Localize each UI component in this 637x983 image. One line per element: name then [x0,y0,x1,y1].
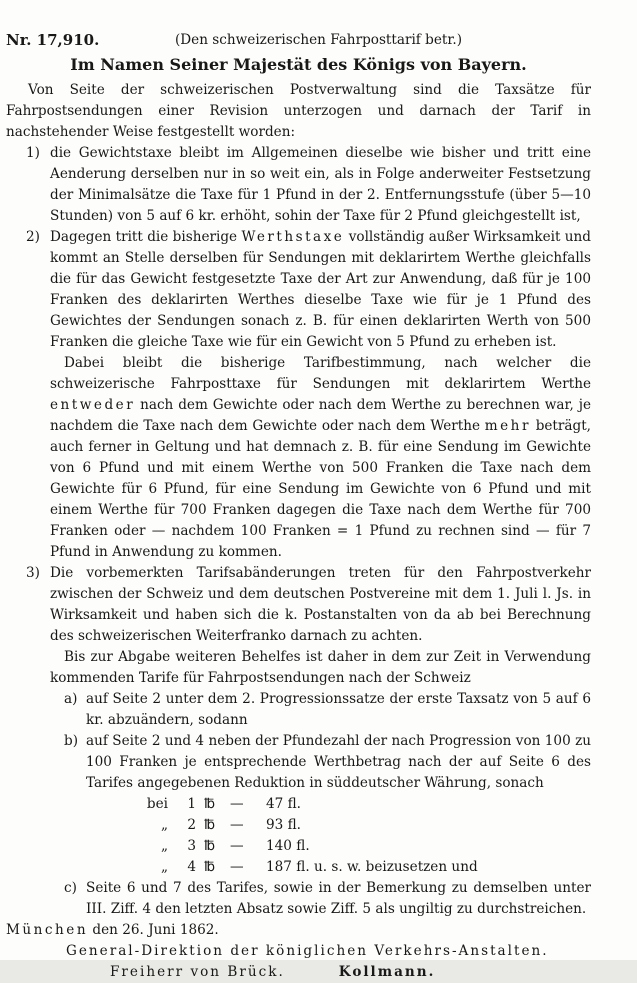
sub-list-item [50,731,591,878]
sub-item-body [86,878,591,920]
tariff-items-list [6,143,591,920]
cell-value: 187 fl. u. s. w. beizusetzen und [266,859,478,875]
text-run: den 26. Juni 1862. [88,922,219,938]
text-run: Dagegen tritt die bisherige [50,229,242,245]
item-body [50,143,591,227]
paragraph [86,689,591,731]
paragraph [50,647,591,689]
text-run: Von Seite der schweizerischen Postverwaltung sind die Taxsätze für Fahrpostsendungen einer Revision unterzogen und darnach der Tarif in nachstehender Weise festgestellt worden: [6,82,591,140]
paragraph [50,227,591,353]
text-run: nach dem Gewichte oder nach dem Werthe zu berechnen war, je nachdem die Taxe nach dem Gewichte oder nach dem Werthe [50,397,591,434]
sub-item-marker: b) [64,733,79,749]
sub-item-body [86,689,591,731]
paragraph [50,563,591,647]
cell-prefix: „ [160,817,168,833]
item-body [50,563,591,920]
cell-dash: — [230,817,244,833]
cell-value: 140 fl. [266,838,310,854]
text-run: auf Seite 2 unter dem 2. Progressionssatze der erste Taxsatz von 5 auf 6 kr. abzuändern, sodann [86,691,591,728]
paragraph [50,353,591,563]
cell-dash: — [230,838,244,854]
text-run: auf Seite 2 und 4 neben der Pfundezahl der nach Progression von 100 zu 100 Franken je entsprechende Werthbetrag nach der auf Seite 6 des Tarifes angegebenen Reduktion in süddeutscher Währung, sonach [86,733,591,791]
document-number: Nr. 17,910. [6,31,100,49]
signature-organization: General-Direktion der königlichen Verkehrs-Anstalten. [66,943,549,959]
text-run: Dabei bleibt die bisherige Tarifbestimmung, nach welcher die schweizerische Fahrposttaxe für Sendungen mit deklarirtem Werthe [50,355,591,392]
cell-dash: — [230,859,244,875]
spaced-emphasis-text: München [6,922,89,938]
sub-item-marker: a) [64,691,78,707]
paragraph [86,731,591,794]
pound-sign: ℔ [204,838,216,854]
text-run: die Gewichtstaxe bleibt im Allgemeinen dieselbe wie bisher und tritt eine Aenderung derselben nur in so weit ein, als in Folge anderweiter Festsetzung der Minimalsätze die Taxe für 1 Pfund in der 2. Entfernungsstufe (über 5—10 Stunden) von 5 auf 6 kr. erhöht, sohin der Taxe für 2 Pfund gleichgestellt ist, [50,145,591,224]
intro-paragraph [6,80,591,143]
cell-count: 2 [187,817,196,833]
list-item [6,563,591,920]
cell-value: 93 fl. [266,817,302,833]
cell-prefix: „ [160,838,168,854]
dateline [6,920,591,941]
text-run: vollständig außer Wirksamkeit und kommt an Stelle derselben für Sendungen mit deklarirtem Werthe gleichfalls die für das Gewicht festgesetzte Taxe der Art zur Anwendung, daß für je 100 Franken des deklarirten Werthes dieselbe Taxe wie für je 1 Pfund des Gewichtes der Sendungen sonach z. B. für einen deklarirten Werth von 500 Franken die gleiche Taxe wie für ein Gewicht von 5 Pfund zu erheben ist. [50,229,591,350]
signature-left: Freiherr von Brück. [110,964,285,980]
sub-item-marker: c) [64,880,77,896]
spaced-emphasis-text: entweder [50,397,136,413]
document-title: Im Namen Seiner Majestät des Königs von Bayern. [70,55,527,74]
item-marker: 3) [26,565,40,581]
text-run: beträgt, auch ferner in Geltung und hat demnach z. B. für eine Sendung im Gewichte von 6 Pfund und mit einem Werthe von 500 Franken die Taxe nach dem Gewichte für 6 Pfund, für eine Sendung im Gewichte von 6 Pfund und mit einem Werthe für 700 Franken dagegen die Taxe nach dem Werthe für 700 Franken oder — nachdem 100 Franken = 1 Pfund zu rechnen sind — für 7 Pfund in Anwendung zu kommen. [50,418,591,560]
pound-sign: ℔ [204,817,216,833]
item-marker: 1) [26,145,40,161]
pound-sign: ℔ [204,859,216,875]
cell-count: 1 [187,796,196,812]
table-row [142,794,591,815]
subject-line: (Den schweizerischen Fahrposttarif betr.) [174,32,462,48]
sub-list-item [50,878,591,920]
cell-count: 3 [187,838,196,854]
spaced-emphasis-text: mehr [484,418,531,434]
table-row [142,836,591,857]
sub-list-item [50,689,591,731]
cell-value: 47 fl. [266,796,302,812]
sub-item-body [86,731,591,878]
paragraph [50,143,591,227]
pound-conversion-table [142,794,591,878]
document-header [6,30,591,52]
signature-row [6,962,591,983]
list-item [6,143,591,227]
cell-prefix: bei [146,796,168,812]
text-run: Bis zur Abgabe weiteren Behelfes ist daher in dem zur Zeit in Verwendung kommenden Tarife für Fahrpostsendungen nach der Schweiz [50,649,591,686]
text-run: Seite 6 und 7 des Tarifes, sowie in der Bemerkung zu demselben unter III. Ziff. 4 den letzten Absatz sowie Ziff. 5 als ungiltig zu durchstreichen. [86,880,591,917]
cell-dash: — [230,796,244,812]
item-marker: 2) [26,229,40,245]
cell-count: 4 [187,859,196,875]
text-run: Die vorbemerkten Tarifsabänderungen treten für den Fahrpostverkehr zwischen der Schweiz und dem deutschen Postvereine mit dem 1. Juli l. Js. in Wirksamkeit und haben sich die k. Postanstalten von da ab bei Berechnung des schweizerischen Weiterfranko darnach zu achten. [50,565,591,644]
table-row [142,815,591,836]
signature-right: Kollmann. [338,964,436,980]
cell-prefix: „ [160,859,168,875]
spaced-emphasis-text: Werthstaxe [241,229,345,245]
item-body [50,227,591,563]
paragraph [86,878,591,920]
table-row [142,857,591,878]
list-item [6,227,591,563]
pound-sign: ℔ [204,796,216,812]
sub-list [50,689,591,920]
